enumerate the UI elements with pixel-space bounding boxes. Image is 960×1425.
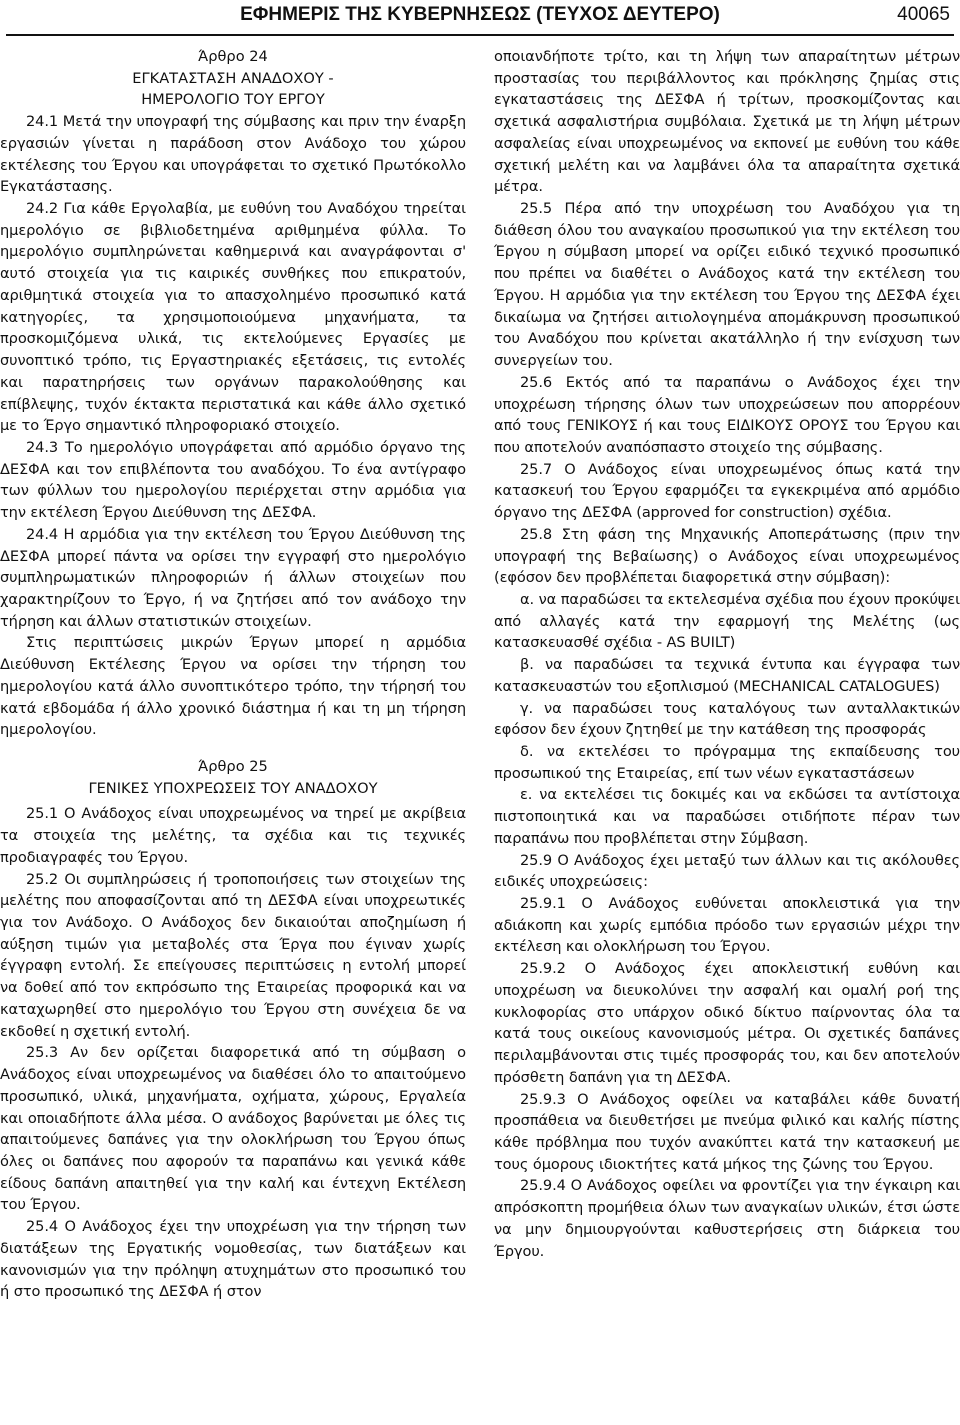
article-24-title-line2: ΗΜΕΡΟΛΟΓΙΟ ΤΟΥ ΕΡΓΟΥ	[141, 91, 325, 109]
paragraph-24-2: 24.2 Για κάθε Εργολαβία, με ευθύνη του Αναδόχου τηρείται ημερολόγιο σε βιβλιοδετημένα αριθμημένα φύλλα. Το ημερολόγιο συμπληρώνεται καθημερινά και αναγράφονται σ' αυτό στοιχεία για τις καιρικές συνθήκες που επικρατούν, αριθμητικά στοιχεία για το απασχολημένο προσωπικό κατά κατηγορίες, τα χρησιμοποιούμενα μηχανήματα, τα προσκομιζόμενα υλικά, τις εκτελούμενες Εργασίες με συνοπτικό τρόπο, τις Εργαστηριακές εξετάσεις, τις εντολές και παρατηρήσεις των οργάνων παρακολούθησης και επίβλεψης, τυχόν έκτακτα περιστατικά και κάθε άλλο σχετικό με το Έργο σημαντικό πληροφοριακό στοιχείο.	[0, 200, 466, 435]
paragraph-25-9-2: 25.9.2 Ο Ανάδοχος έχει αποκλειστική ευθύνη και υποχρέωση να διευκολύνει την ασφαλή και ομαλή ροή της κυκλοφορίας στο υπάρχον οδικό δίκτυο παίρνοντας όλα τα κατά τους οικείους κανονισμούς μέτρα. Οι σχετικές δαπάνες περιλαμβάνονται στις τιμές προσφοράς του, και δεν αποτελούν πρόσθετη δαπάνη για τη ΔΕΣΦΑ.	[494, 960, 960, 1086]
paragraph-24-1: 24.1 Μετά την υπογραφή της σύμβασης και πριν την έναρξη εργασιών γίνεται η παράδοση στον Ανάδοχο του χώρου εκτέλεσης του Έργου και υπογράφεται το σχετικό Πρωτόκολλο Εγκατάστασης.	[0, 113, 466, 196]
paragraph-25-9-1: 25.9.1 Ο Ανάδοχος ευθύνεται αποκλειστικά για την αδιάκοπη και χωρίς εμπόδια πρόοδο των εργασιών μέχρι την εκτέλεση και ολοκλήρωση του Έργου.	[494, 895, 960, 956]
page-header	[6, 0, 954, 36]
paragraph-24-3: 24.3 Το ημερολόγιο υπογράφεται από αρμόδιο όργανο της ΔΕΣΦΑ και τον επιβλέποντα του αναδόχου. Το ένα αντίγραφο των φύλλων του ημερολογίου περιέρχεται στην αρμόδια για την εκτέλεση Έργου Διεύθυνση της ΔΕΣΦΑ.	[0, 438, 466, 522]
paragraph-25-5: 25.5 Πέρα από την υποχρέωση του Αναδόχου για τη διάθεση όλου του αναγκαίου προσωπικού για την εκτέλεση του Έργου η σύμβαση μπορεί να ορίζει ειδικό τεχνικό προσωπικό που πρέπει να διαθέτει ο Ανάδοχος κατά την εκτέλεση του Έργου. Η αρμόδια για την εκτέλεση του Έργου της ΔΕΣΦΑ έχει δικαίωμα να ζητήσει αιτιολογημένα απομάκρυνση προσωπικού του Αναδόχου που κρίνεται ακατάλληλο ή την ενίσχυση των συνεργείων του.	[494, 200, 960, 370]
paragraph-25-4: 25.4 Ο Ανάδοχος έχει την υποχρέωση για την τήρηση των διατάξεων της Εργατικής νομοθεσίας, των διατάξεων και κανονισμών για την πρόληψη ατυχημάτων στο προσωπικό του ή στο προσωπικό της ΔΕΣΦΑ ή στον	[0, 1218, 466, 1301]
paragraph-25-1: 25.1 Ο Ανάδοχος είναι υποχρεωμένος να τηρεί με ακρίβεια τα στοιχεία της μελέτης, τα σχέδια και τις τεχνικές προδιαγραφές του Έργου.	[0, 805, 466, 866]
article-25-number: Άρθρο 25	[198, 758, 268, 775]
gazette-title: ΕΦΗΜΕΡΙΣ ΤΗΣ ΚΥΒΕΡΝΗΣΕΩΣ (ΤΕΥΧΟΣ ΔΕΥΤΕΡΟ)	[240, 4, 720, 25]
paragraph-24-4: 24.4 Η αρμόδια για την εκτέλεση του Έργου Διεύθυνση της ΔΕΣΦΑ μπορεί πάντα να ορίσει την εγγραφή στο ημερολόγιο συμπληρωματικών πληροφοριών ή άλλων στοιχείων που χαρακτηρίζουν το Έργο, ή να ζητήσει από τον ανάδοχο την τήρηση και άλλων στατιστικών στοιχείων.	[0, 525, 466, 630]
paragraph-25-2: 25.2 Οι συμπληρώσεις ή τροποποιήσεις των στοιχείων της μελέτης που αποφασίζονται από τη ΔΕΣΦΑ είναι υποχρεωτικές για τον Ανάδοχο. Ο Ανάδοχος δεν δικαιούται αποζημίωση ή αύξηση τιμών για μεταβολές στα Έργα που έγιναν χωρίς έγγραφη εντολή. Σε επείγουσες περιπτώσεις η εντολή μπορεί να δοθεί από τον εκπρόσωπο της Εταιρείας προφορικά και να καταχωρηθεί στο ημερολόγιο του Έργου στη συνέχεια δε να εκδοθεί η σχετική εντολή.	[0, 870, 466, 1040]
left-column	[0, 46, 466, 1303]
paragraph-25-8: 25.8 Στη φάση της Μηχανικής Αποπεράτωσης (πριν την υπογραφή της Βεβαίωσης) ο Ανάδοχος είναι υποχρεωμένος (εφόσον δεν προβλέπεται διαφορετικά στην σύμβαση):	[494, 525, 960, 587]
list-item-d: δ. να εκτελέσει το πρόγραμμα της εκπαίδευσης του προσωπικού της Εταιρείας, επί των νέων εγκαταστάσεων	[494, 743, 960, 782]
paragraph-24-4-small-projects: Στις περιπτώσεις μικρών Έργων μπορεί η αρμόδια Διεύθυνση Εκτέλεσης Έργου να ορίσει την τήρηση του ημερολογίου κατά άλλο συνοπτικότερο τρόπο, την τήρησή του κατά εβδομάδα ή άλλο χρονικό διάστημα ή και τη μη τήρηση ημερολογίου.	[0, 634, 466, 739]
list-item-c: γ. να παραδώσει τους καταλόγους των ανταλλακτικών εφόσον δεν έχουν ζητηθεί με την κατάθεση της προσφοράς	[494, 699, 960, 739]
list-item-a: α. να παραδώσει τα εκτελεσμένα σχέδια που έχουν προκύψει από αλλαγές κατά την εφαρμογή της Μελέτης (ως κατασκευασθέ σχέδια - AS BUILT)	[494, 590, 960, 652]
article-24-title-line1: ΕΓΚΑΤΑΣΤΑΣΗ ΑΝΑΔΟΧΟΥ -	[132, 69, 334, 87]
paragraph-25-4-continued: οποιανδήποτε τρίτο, και τη λήψη των απαραίτητων μέτρων προστασίας του περιβάλλοντος και πρόκλησης ζημίας στις εγκαταστάσεις της ΔΕΣΦΑ ή τρίτων, προσκομίζοντας και σχετικά ασφαλιστήρια συμβόλαια. Σχετικά με τη λήψη μέτρων ασφαλείας είναι υποχρεωμένος να εκπονεί με ευθύνη του κάθε σχετική μελέτη και να λαμβάνει όλα τα απαραίτητα σχετικά μέτρα.	[494, 48, 960, 196]
paragraph-25-9-4: 25.9.4 Ο Ανάδοχος οφείλει να φροντίζει για την έγκαιρη και απρόσκοπτη προμήθεια όλων των αναγκαίων υλικών, έτσι ώστε να μην δημιουργούνται καθυστερήσεις στη διάρκεια του Έργου.	[494, 1177, 960, 1260]
list-item-b: β. να παραδώσει τα τεχνικά έντυπα και έγγραφα των κατασκευαστών του εξοπλισμού (MECHANICAL CATALOGUES)	[494, 656, 960, 695]
paragraph-25-6: 25.6 Εκτός από τα παραπάνω ο Ανάδοχος έχει την υποχρέωση τήρησης όλων των υποχρεώσεων που απορρέουν από τους ΓΕΝΙΚΟΥΣ ή και τους ΕΙΔΙΚΟΥΣ ΟΡΟΥΣ του Έργου και που αποτελούν αναπόσπαστο στοιχείο της σύμβασης.	[494, 373, 960, 456]
article-25-title: ΓΕΝΙΚΕΣ ΥΠΟΧΡΕΩΣΕΙΣ ΤΟΥ ΑΝΑΔΟΧΟΥ	[88, 779, 378, 797]
paragraph-25-3: 25.3 Αν δεν ορίζεται διαφορετικά από τη σύμβαση ο Ανάδοχος είναι υποχρεωμένος να διαθέσει όλο το απαιτούμενο προσωπικό, υλικά, μηχανήματα, οχήματα, χώρους, Εργαλεία και οποιαδήποτε άλλα μέσα. Ο ανάδοχος βαρύνεται με όλες τις απαιτούμενες δαπάνες για την ολοκλήρωση του Έργου όπως όλες οι δαπάνες που αφορούν τα παραπάνω και γενικά κάθε είδους δαπάνη απαιτηθεί για την καλή και έντεχνη Εκτέλεση του Έργου.	[0, 1044, 466, 1214]
paragraph-25-9: 25.9 Ο Ανάδοχος έχει μεταξύ των άλλων και τις ακόλουθες ειδικές υποχρεώσεις:	[494, 851, 960, 891]
paragraph-25-9-3: 25.9.3 Ο Ανάδοχος οφείλει να καταβάλει κάθε δυνατή προσπάθεια να διευθετήσει με πνεύμα φιλικό και καλής πίστης κάθε πρόβλημα που τυχόν ανακύπτει κατά την κατασκευή με τους όμορους ιδιοκτήτες κατά μήκος της ζώνης του Έργου.	[494, 1090, 960, 1173]
right-column	[494, 46, 960, 1262]
page-number: 40065	[897, 4, 950, 25]
paragraph-25-7: 25.7 Ο Ανάδοχος είναι υποχρεωμένος όπως κατά την κατασκευή του Έργου εφαρμόζει τα εγκεκριμένα από αρμόδιο όργανο της ΔΕΣΦΑ (approved for construction) σχέδια.	[494, 460, 960, 522]
list-item-e: ε. να εκτελέσει τις δοκιμές και να εκδώσει τα αντίστοιχα πιστοποιητικά και να παραδώσει οτιδήποτε πέραν των παραπάνω που προβλέπεται στην Σύμβαση.	[494, 786, 960, 847]
article-24-number: Άρθρο 24	[198, 48, 268, 65]
